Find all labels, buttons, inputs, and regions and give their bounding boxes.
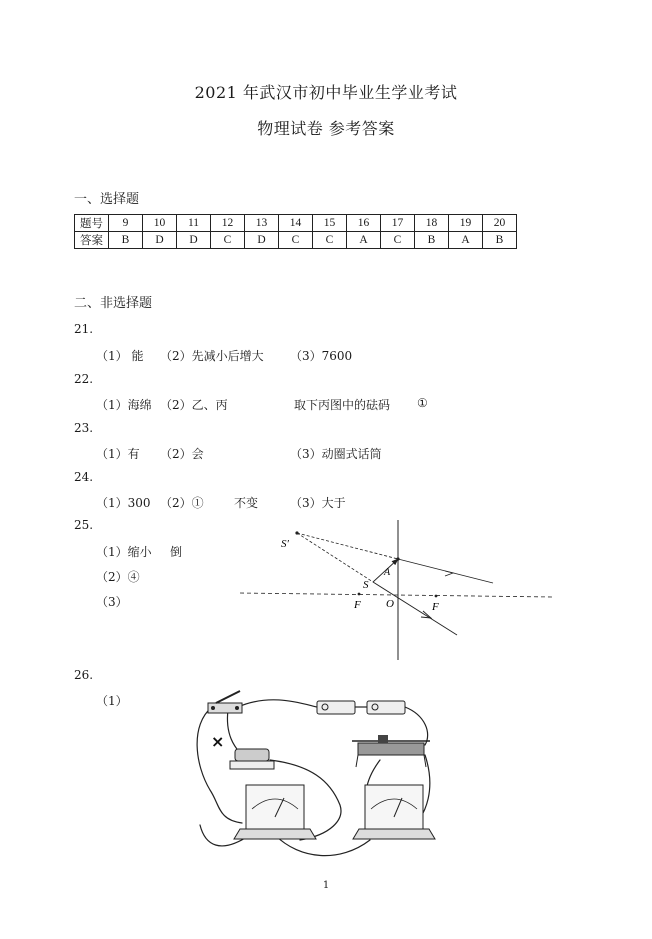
central-ray-arrow: [421, 611, 431, 618]
label-f-right: F: [432, 601, 439, 613]
voltmeter: [353, 785, 435, 839]
question-number-23: 23.: [74, 421, 94, 435]
answer-cell: C: [279, 232, 313, 249]
answer-cell: D: [177, 232, 211, 249]
refracted-ray-arrow: [445, 571, 453, 576]
focus-left: [358, 593, 361, 596]
answer-cell: D: [245, 232, 279, 249]
answer-cell: B: [415, 232, 449, 249]
answer-table: [74, 214, 517, 249]
battery-pack: [317, 701, 405, 714]
question-number: 13: [245, 215, 279, 232]
page-subtitle: 物理试卷 参考答案: [257, 119, 395, 138]
bulb-holder: [230, 749, 274, 769]
question-number: 16: [347, 215, 381, 232]
q23-answer-1: （1）有: [96, 447, 140, 461]
table-row: [75, 215, 517, 232]
page-number: 1: [322, 880, 330, 891]
question-number-22: 22.: [74, 372, 94, 386]
answer-cell: A: [347, 232, 381, 249]
ammeter: [234, 785, 316, 839]
answer-cell: D: [143, 232, 177, 249]
section-heading-nonchoice: 二、非选择题: [74, 296, 153, 311]
question-number: 14: [279, 215, 313, 232]
q21-answer-3: （3）7600: [290, 349, 353, 363]
rheostat: [352, 735, 430, 767]
q21-answer-2: （2）先减小后增大: [160, 349, 264, 363]
row-label-answer: 答案: [75, 232, 109, 249]
q23-answer-3: （3）动圈式话筒: [290, 447, 382, 461]
question-number-25: 25.: [74, 518, 94, 532]
question-number: 11: [177, 215, 211, 232]
question-number: 10: [143, 215, 177, 232]
q22-answer-3: 取下丙图中的砝码: [294, 398, 391, 412]
q24-answer-1: （1）300: [96, 496, 151, 510]
answer-cell: B: [109, 232, 143, 249]
question-number: 15: [313, 215, 347, 232]
table-row: [75, 232, 517, 249]
question-number-26: 26.: [74, 668, 94, 682]
q25-answer-1a: （1）缩小: [96, 545, 152, 559]
virtual-ray-upper: [297, 533, 398, 559]
label-a: A: [384, 567, 391, 578]
switch: [208, 691, 242, 713]
section-heading-choice: 一、选择题: [74, 192, 140, 207]
question-number: 9: [109, 215, 143, 232]
q25-answer-2: （2）④: [96, 570, 140, 584]
row-label-number: 题号: [75, 215, 109, 232]
answer-cell: B: [483, 232, 517, 249]
q22-answer-1: （1）海绵: [96, 398, 152, 412]
q24-answer-4: （3）大于: [290, 496, 346, 510]
answer-cell: C: [211, 232, 245, 249]
optics-diagram: [235, 515, 565, 665]
answer-cell: C: [381, 232, 415, 249]
label-s: S: [363, 579, 369, 591]
question-number: 17: [381, 215, 415, 232]
q24-answer-3: 不变: [234, 496, 259, 510]
answer-cell: A: [449, 232, 483, 249]
q25-answer-1b: 倒: [170, 545, 183, 559]
circuit-diagram: [180, 685, 450, 865]
label-f-left: F: [354, 599, 361, 611]
q23-answer-2: （2）会: [160, 447, 204, 461]
page-title: 2021 年武汉市初中毕业生学业考试: [194, 83, 458, 102]
point-a: [396, 557, 399, 560]
q21-answer-1: （1） 能: [96, 349, 144, 363]
label-o: O: [386, 598, 394, 610]
label-s-prime: S′: [281, 538, 289, 550]
cross-mark: ×: [211, 732, 225, 751]
question-number-24: 24.: [74, 470, 94, 484]
question-number: 19: [449, 215, 483, 232]
q24-answer-2: （2）①: [160, 496, 204, 510]
answer-cell: C: [313, 232, 347, 249]
q25-answer-3: （3）: [96, 595, 128, 609]
question-number: 20: [483, 215, 517, 232]
wire-battery-to-rheostat: [405, 707, 428, 745]
point-s-prime: [295, 531, 298, 534]
question-number-21: 21.: [74, 322, 94, 336]
q22-answer-4: ①: [417, 396, 428, 410]
q26-answer-1: （1）: [96, 694, 128, 708]
q22-answer-2: （2）乙、丙: [160, 398, 228, 412]
focus-right: [435, 595, 438, 598]
wire-switch-to-battery: [238, 700, 317, 707]
question-number: 12: [211, 215, 245, 232]
question-number: 18: [415, 215, 449, 232]
virtual-ray-lower: [297, 533, 373, 582]
wire-switch-to-bulb: [227, 710, 240, 753]
